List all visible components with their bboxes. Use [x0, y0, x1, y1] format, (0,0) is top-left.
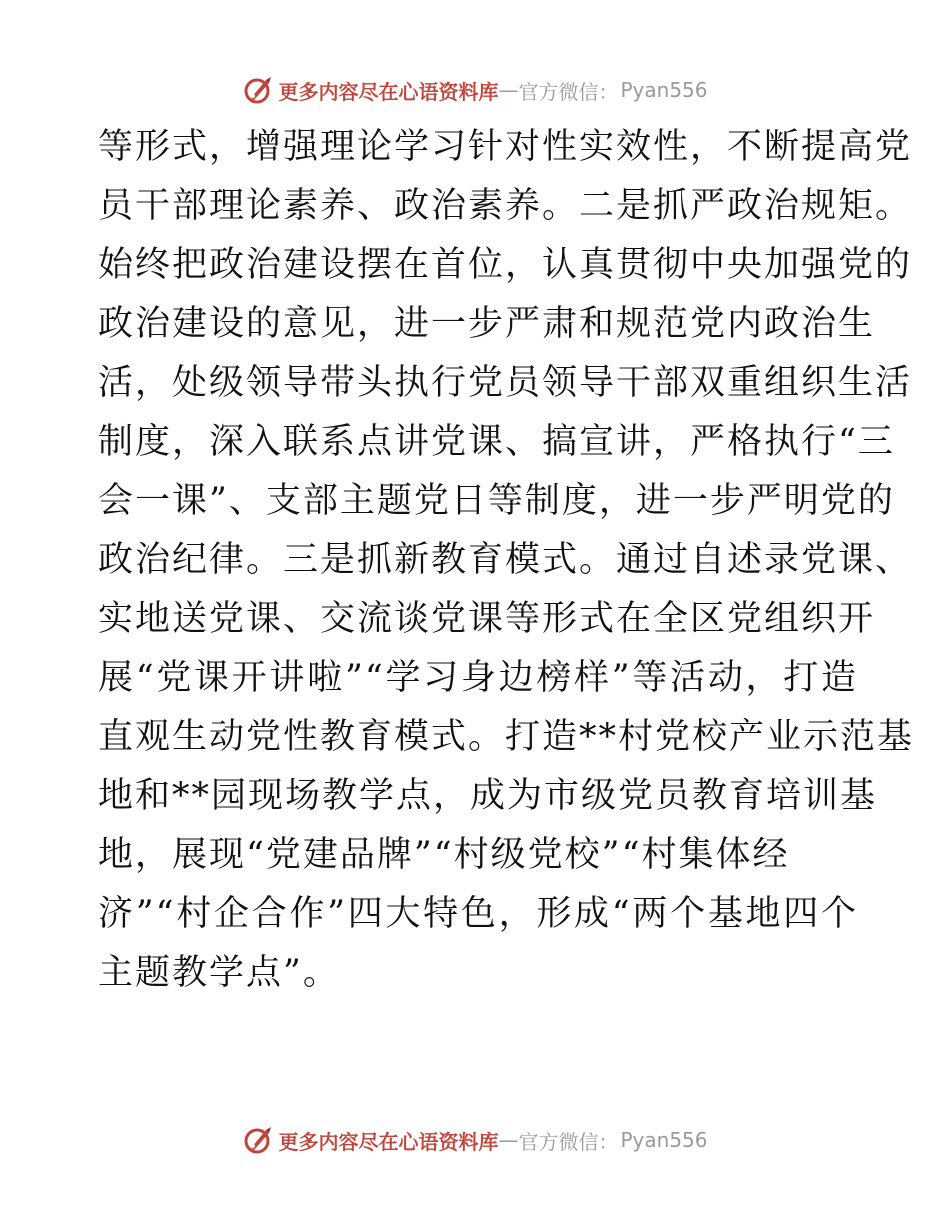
- footer-separator: —: [498, 1128, 519, 1152]
- body-line: 政治建设的意见，进一步严肃和规范党内政治生: [98, 304, 876, 344]
- body-line: 员干部理论素养、政治素养。二是抓严政治规矩。: [98, 186, 913, 226]
- body-line: 实地送党课、交流谈党课等形式在全区党组织开: [98, 599, 876, 639]
- body-line: 地和**园现场教学点，成为市级党员教育培训基: [98, 776, 878, 816]
- body-line: 地，展现“党建品牌”“村级党校”“村集体经: [98, 835, 790, 875]
- header-separator: —: [498, 78, 519, 102]
- body-line: 会一课”、支部主题党日等制度，进一步严明党的: [98, 481, 895, 521]
- body-line: 直观生动党性教育模式。打造**村党校产业示范基: [98, 717, 915, 757]
- body-line: 政治纪律。三是抓新教育模式。通过自述录党课、: [98, 540, 913, 580]
- body-line: 活，处级领导带头执行党员领导干部双重组织生活: [98, 363, 913, 403]
- header-banner: [0, 70, 950, 110]
- body-line: 制度，深入联系点讲党课、搞宣讲，严格执行“三: [98, 422, 895, 462]
- document-body: [98, 118, 915, 1003]
- quill-pen-circle-icon: [242, 1124, 274, 1156]
- footer-banner: [0, 1120, 950, 1160]
- header-brand-text: 更多内容尽在心语资料库: [278, 79, 499, 104]
- footer-brand-text: 更多内容尽在心语资料库: [278, 1129, 499, 1154]
- footer-contact-id: Pyan556: [620, 1128, 708, 1152]
- body-line: 等形式，增强理论学习针对性实效性，不断提高党: [98, 127, 913, 167]
- header-contact-id: Pyan556: [620, 78, 708, 102]
- quill-pen-circle-icon: [242, 74, 274, 106]
- body-line: 主题教学点”。: [98, 953, 340, 993]
- body-line: 展“党课开讲啦”“学习身边榜样”等活动，打造: [98, 658, 858, 698]
- body-line: 始终把政治建设摆在首位，认真贯彻中央加强党的: [98, 245, 913, 285]
- body-line: 济”“村企合作”四大特色，形成“两个基地四个: [98, 894, 858, 934]
- footer-contact-label: 官方微信：: [518, 1129, 619, 1154]
- header-contact-label: 官方微信：: [518, 79, 619, 104]
